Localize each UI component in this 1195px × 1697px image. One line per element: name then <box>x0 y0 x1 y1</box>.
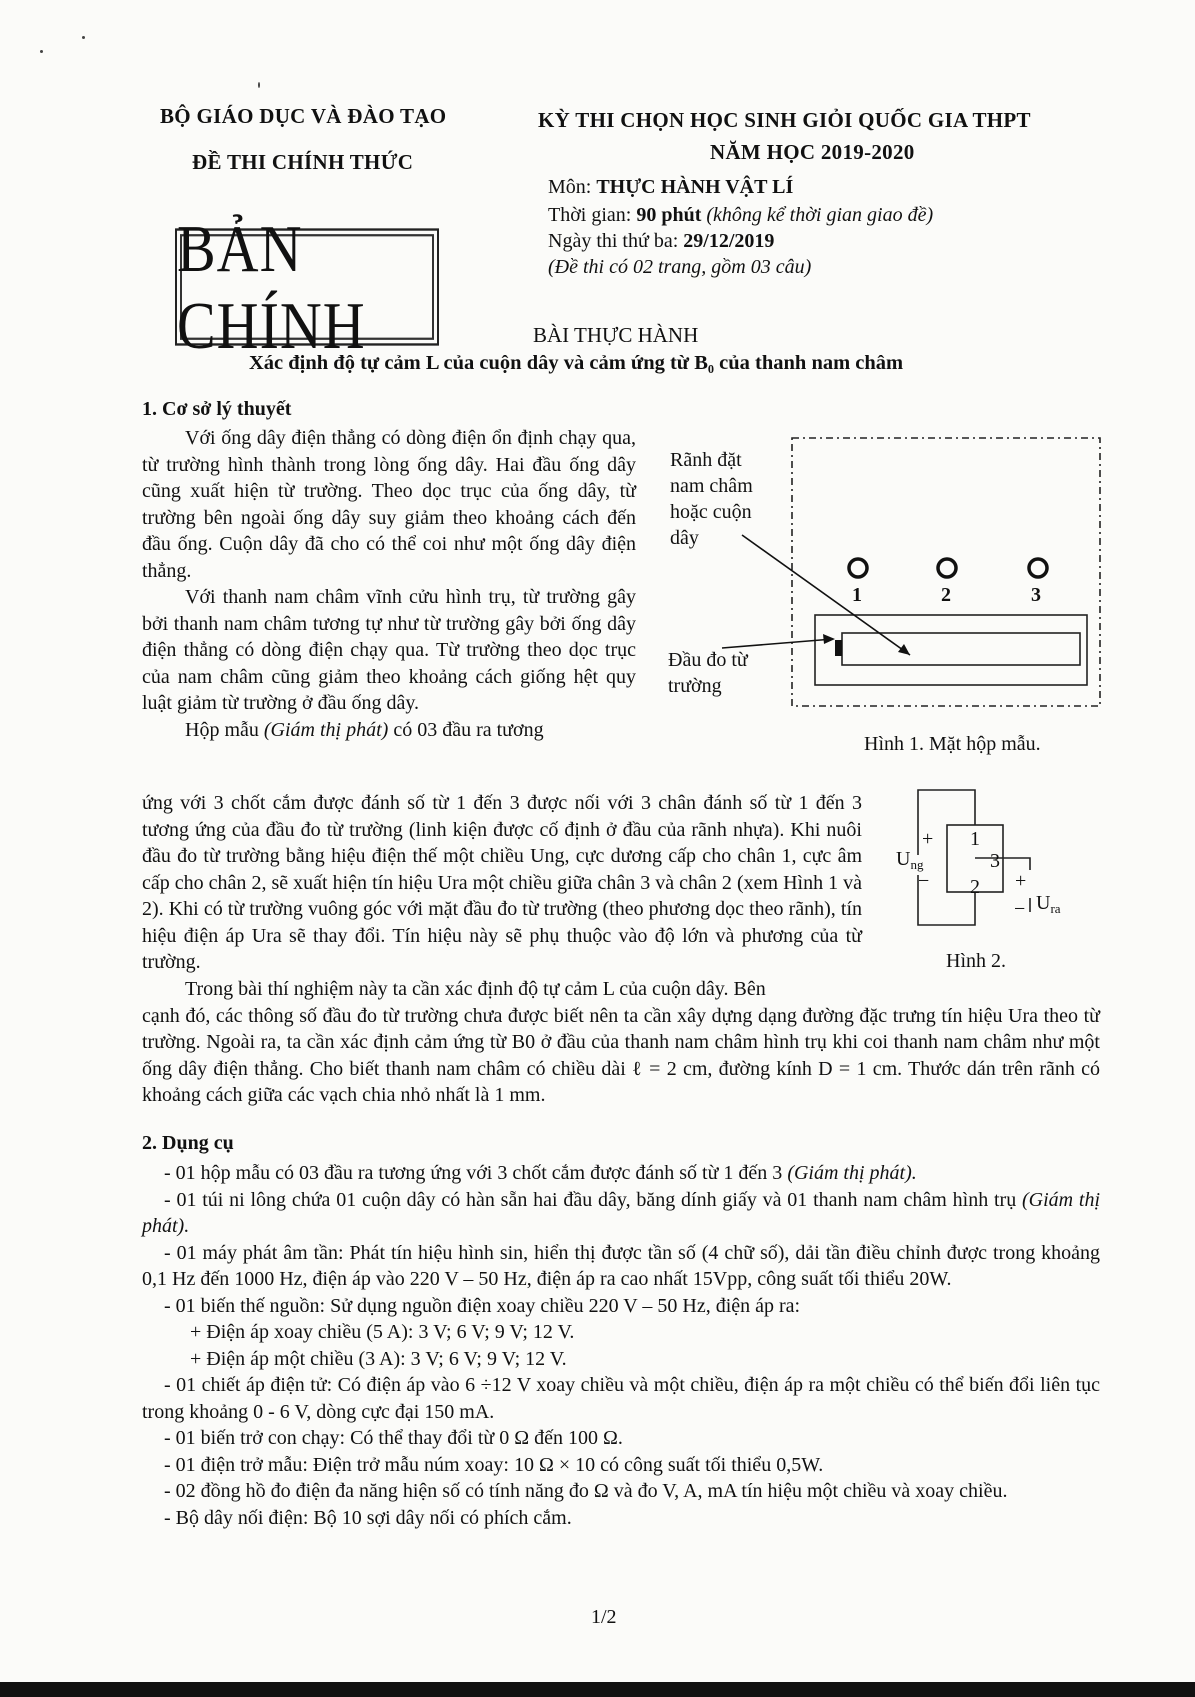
figure2-ura-label: $U_{ra}$ <box>1036 892 1061 916</box>
figure2-ura-minus: − <box>1014 898 1026 920</box>
section2-title: 2. Dụng cụ <box>142 1132 234 1154</box>
figure1-slot-label: Rãnh đặt nam châm hoặc cuộn dây <box>670 449 753 549</box>
figure2-ung-plus: + <box>922 828 934 850</box>
original-copy-stamp: BẢN CHÍNH <box>175 228 439 345</box>
equipment-item-1: - 01 hộp mẫu có 03 đầu ra tương ứng với 3 chốt cắm được đánh số từ 1 đến 3 (Giám thị phát). <box>164 1162 917 1184</box>
figure2-ung-label: $U_{ng}$ <box>896 848 924 872</box>
bottom-edge <box>0 1682 1195 1697</box>
time-note: (không kể thời gian giao đề) <box>701 204 934 226</box>
subject-label: Môn: <box>548 176 597 198</box>
practice-heading: BÀI THỰC HÀNH <box>533 323 699 347</box>
scan-speck <box>258 82 260 88</box>
figure2-ura-plus: + <box>1015 870 1027 892</box>
time-label: Thời gian: <box>548 204 637 226</box>
section1-paragraph-4 <box>142 976 1100 1109</box>
equipment-item-5: - 01 chiết áp điện tử: Có điện áp vào 6 ÷12 V xoay chiều và một chiều, điện áp ra một chiều có thể biến đổi liên tục trong khoảng 0 - 6 V, dòng cực đại 150 mA. <box>142 1374 1100 1423</box>
section1-left-column <box>142 425 636 743</box>
figure2-pin3: 3 <box>990 850 1000 872</box>
figure2-ung-minus: − <box>918 870 930 892</box>
date-label: Ngày thi thứ ba: <box>548 230 684 252</box>
time-value: 90 phút <box>636 204 702 226</box>
subject-value: THỰC HÀNH VẬT LÍ <box>596 176 794 198</box>
figure2-pin1: 1 <box>970 828 980 850</box>
section1-paragraph-3-lead: Hộp mẫu (Giám thị phát) có 03 đầu ra tương <box>185 718 544 741</box>
section1-paragraph-4a: Trong bài thí nghiệm này ta cần xác định độ tự cảm L của cuộn dây. Bên <box>185 978 766 1000</box>
section1-paragraph-4b: cạnh đó, các thông số đầu đo từ trường chưa được biết nên ta cần xây dựng dạng đường đặc trưng tín hiệu Ura theo từ trường. Ngoài ra, ta cần xác định cảm ứng từ B0 ở đầu của thanh nam châm hình trụ khi coi thanh nam châm như một ống dây điện thẳng. Cho biết thanh nam châm có chiều dài ℓ = 2 cm, đường kính D = 1 cm. Thước dán trên rãnh có khoảng cách giữa các vạch chia nhỏ nhất là 1 mm. <box>142 1004 1100 1106</box>
practice-title: Xác định độ tự cảm L của cuộn dây và cảm ứng từ B₀ của thanh nam châm <box>249 352 904 374</box>
equipment-item-9: - Bộ dây nối điện: Bộ 10 sợi dây nối có phích cắm. <box>164 1506 572 1529</box>
time-line <box>548 202 933 228</box>
equipment-item-2: - 01 túi ni lông chứa 01 cuộn dây có hàn sẵn hai đầu dây, băng dính giấy và 01 thanh nam châm hình trụ (Giám thị phát). <box>142 1188 1101 1237</box>
equipment-item-4-ac: + Điện áp xoay chiều (5 A): 3 V; 6 V; 9 V; 12 V. <box>190 1321 575 1343</box>
pages-note: (Đề thi có 02 trang, gồm 03 câu) <box>548 256 812 278</box>
equipment-item-4-dc: + Điện áp một chiều (3 A): 3 V; 6 V; 9 V; 12 V. <box>190 1347 567 1370</box>
figure2-caption: Hình 2. <box>946 950 1006 972</box>
figure1-pin3-number: 3 <box>1031 584 1041 606</box>
equipment-item-4: - 01 biến thế nguồn: Sử dụng nguồn điện xoay chiều 220 V – 50 Hz, điện áp ra: <box>164 1294 801 1317</box>
exam-title: KỲ THI CHỌN HỌC SINH GIỎI QUỐC GIA THPT <box>538 108 1031 132</box>
figure1-caption: Hình 1. Mặt hộp mẫu. <box>864 733 1041 755</box>
school-year: NĂM HỌC 2019-2020 <box>710 140 915 164</box>
figure1-probe-label: Đầu đo từ trường <box>668 649 748 697</box>
slot-outer <box>815 615 1087 685</box>
scan-speck <box>40 50 43 53</box>
subject-line <box>548 174 793 200</box>
equipment-item-3: - 01 máy phát âm tần: Phát tín hiệu hình sin, hiển thị được tần số (4 chữ số), dải tần điều chỉnh được trong khoảng 0,1 Hz đến 1000 Hz, điện áp vào 220 V – 50 Hz, điện áp ra cao nhất 15Vpp, công suất tối thiểu 20W. <box>142 1241 1100 1290</box>
probe-tip <box>835 640 842 656</box>
page-number: 1/2 <box>591 1606 617 1628</box>
pin1-socket <box>849 559 867 577</box>
section1-title: 1. Cơ sở lý thuyết <box>142 398 292 420</box>
equipment-list <box>142 1160 1100 1531</box>
official-exam-label: ĐỀ THI CHÍNH THỨC <box>192 150 414 174</box>
date-line <box>548 228 774 254</box>
equipment-item-7: - 01 điện trở mẫu: Điện trở mẫu núm xoay: 10 Ω × 10 có công suất tối thiểu 0,5W. <box>164 1453 824 1476</box>
figure1-pin1-number: 1 <box>852 584 862 606</box>
scan-speck <box>82 36 85 39</box>
slot-inner <box>842 633 1080 665</box>
section1-paragraph-1: Với ống dây điện thẳng có dòng điện ổn định chạy qua, từ trường hình thành trong lòng ống dây. Hai đầu ống dây cũng xuất hiện từ trường. Theo dọc trục của ống dây, từ trường bên ngoài ống dây suy giảm theo khoảng cách đến đầu ống. Cuộn dây đã cho có thể coi như một ống dây điện thẳng. <box>142 427 636 582</box>
equipment-item-8: - 02 đồng hồ đo điện đa năng hiện số có tính năng đo Ω và đo V, A, mA tín hiệu một chiều và xoay chiều. <box>164 1480 1008 1502</box>
ministry-name: BỘ GIÁO DỤC VÀ ĐÀO TẠO <box>160 104 447 128</box>
section1-paragraph-3-rest: ứng với 3 chốt cắm được đánh số từ 1 đến 3 được nối với 3 chân đánh số từ 1 đến 3 tương ứng của đầu đo từ trường (linh kiện được cố định ở đầu của rãnh nhựa). Khi nuôi đầu đo từ trường bằng hiệu điện thế một chiều Ung, cực dương cấp cho chân 1, cực âm cấp cho chân 2, sẽ xuất hiện tín hiệu Ura một chiều giữa chân 3 và chân 2 (xem Hình 1 và 2). Khi có từ trường vuông góc với mặt đầu đo từ trường (theo phương dọc theo rãnh), tín hiệu điện áp Ura sẽ thay đổi. Tín hiệu này sẽ phụ thuộc vào độ lớn và phương của từ trường. <box>142 792 862 973</box>
pin2-socket <box>938 559 956 577</box>
figure2-pin2: 2 <box>970 876 980 898</box>
figure1-pin2-number: 2 <box>941 584 951 606</box>
pin3-socket <box>1029 559 1047 577</box>
date-value: 29/12/2019 <box>683 230 775 252</box>
section1-paragraph-2: Với thanh nam châm vĩnh cửu hình trụ, từ trường gây bởi thanh nam châm tương tự như từ trường gây bởi ống dây điện thẳng có dòng điện chạy qua. Từ trường theo dọc trục của nam châm cũng giảm theo khoảng cách giống hệt quy luật giảm từ trường ở đầu ống dây. <box>142 586 636 714</box>
equipment-item-6: - 01 biến trở con chạy: Có thể thay đổi từ 0 Ω đến 100 Ω. <box>164 1427 623 1449</box>
